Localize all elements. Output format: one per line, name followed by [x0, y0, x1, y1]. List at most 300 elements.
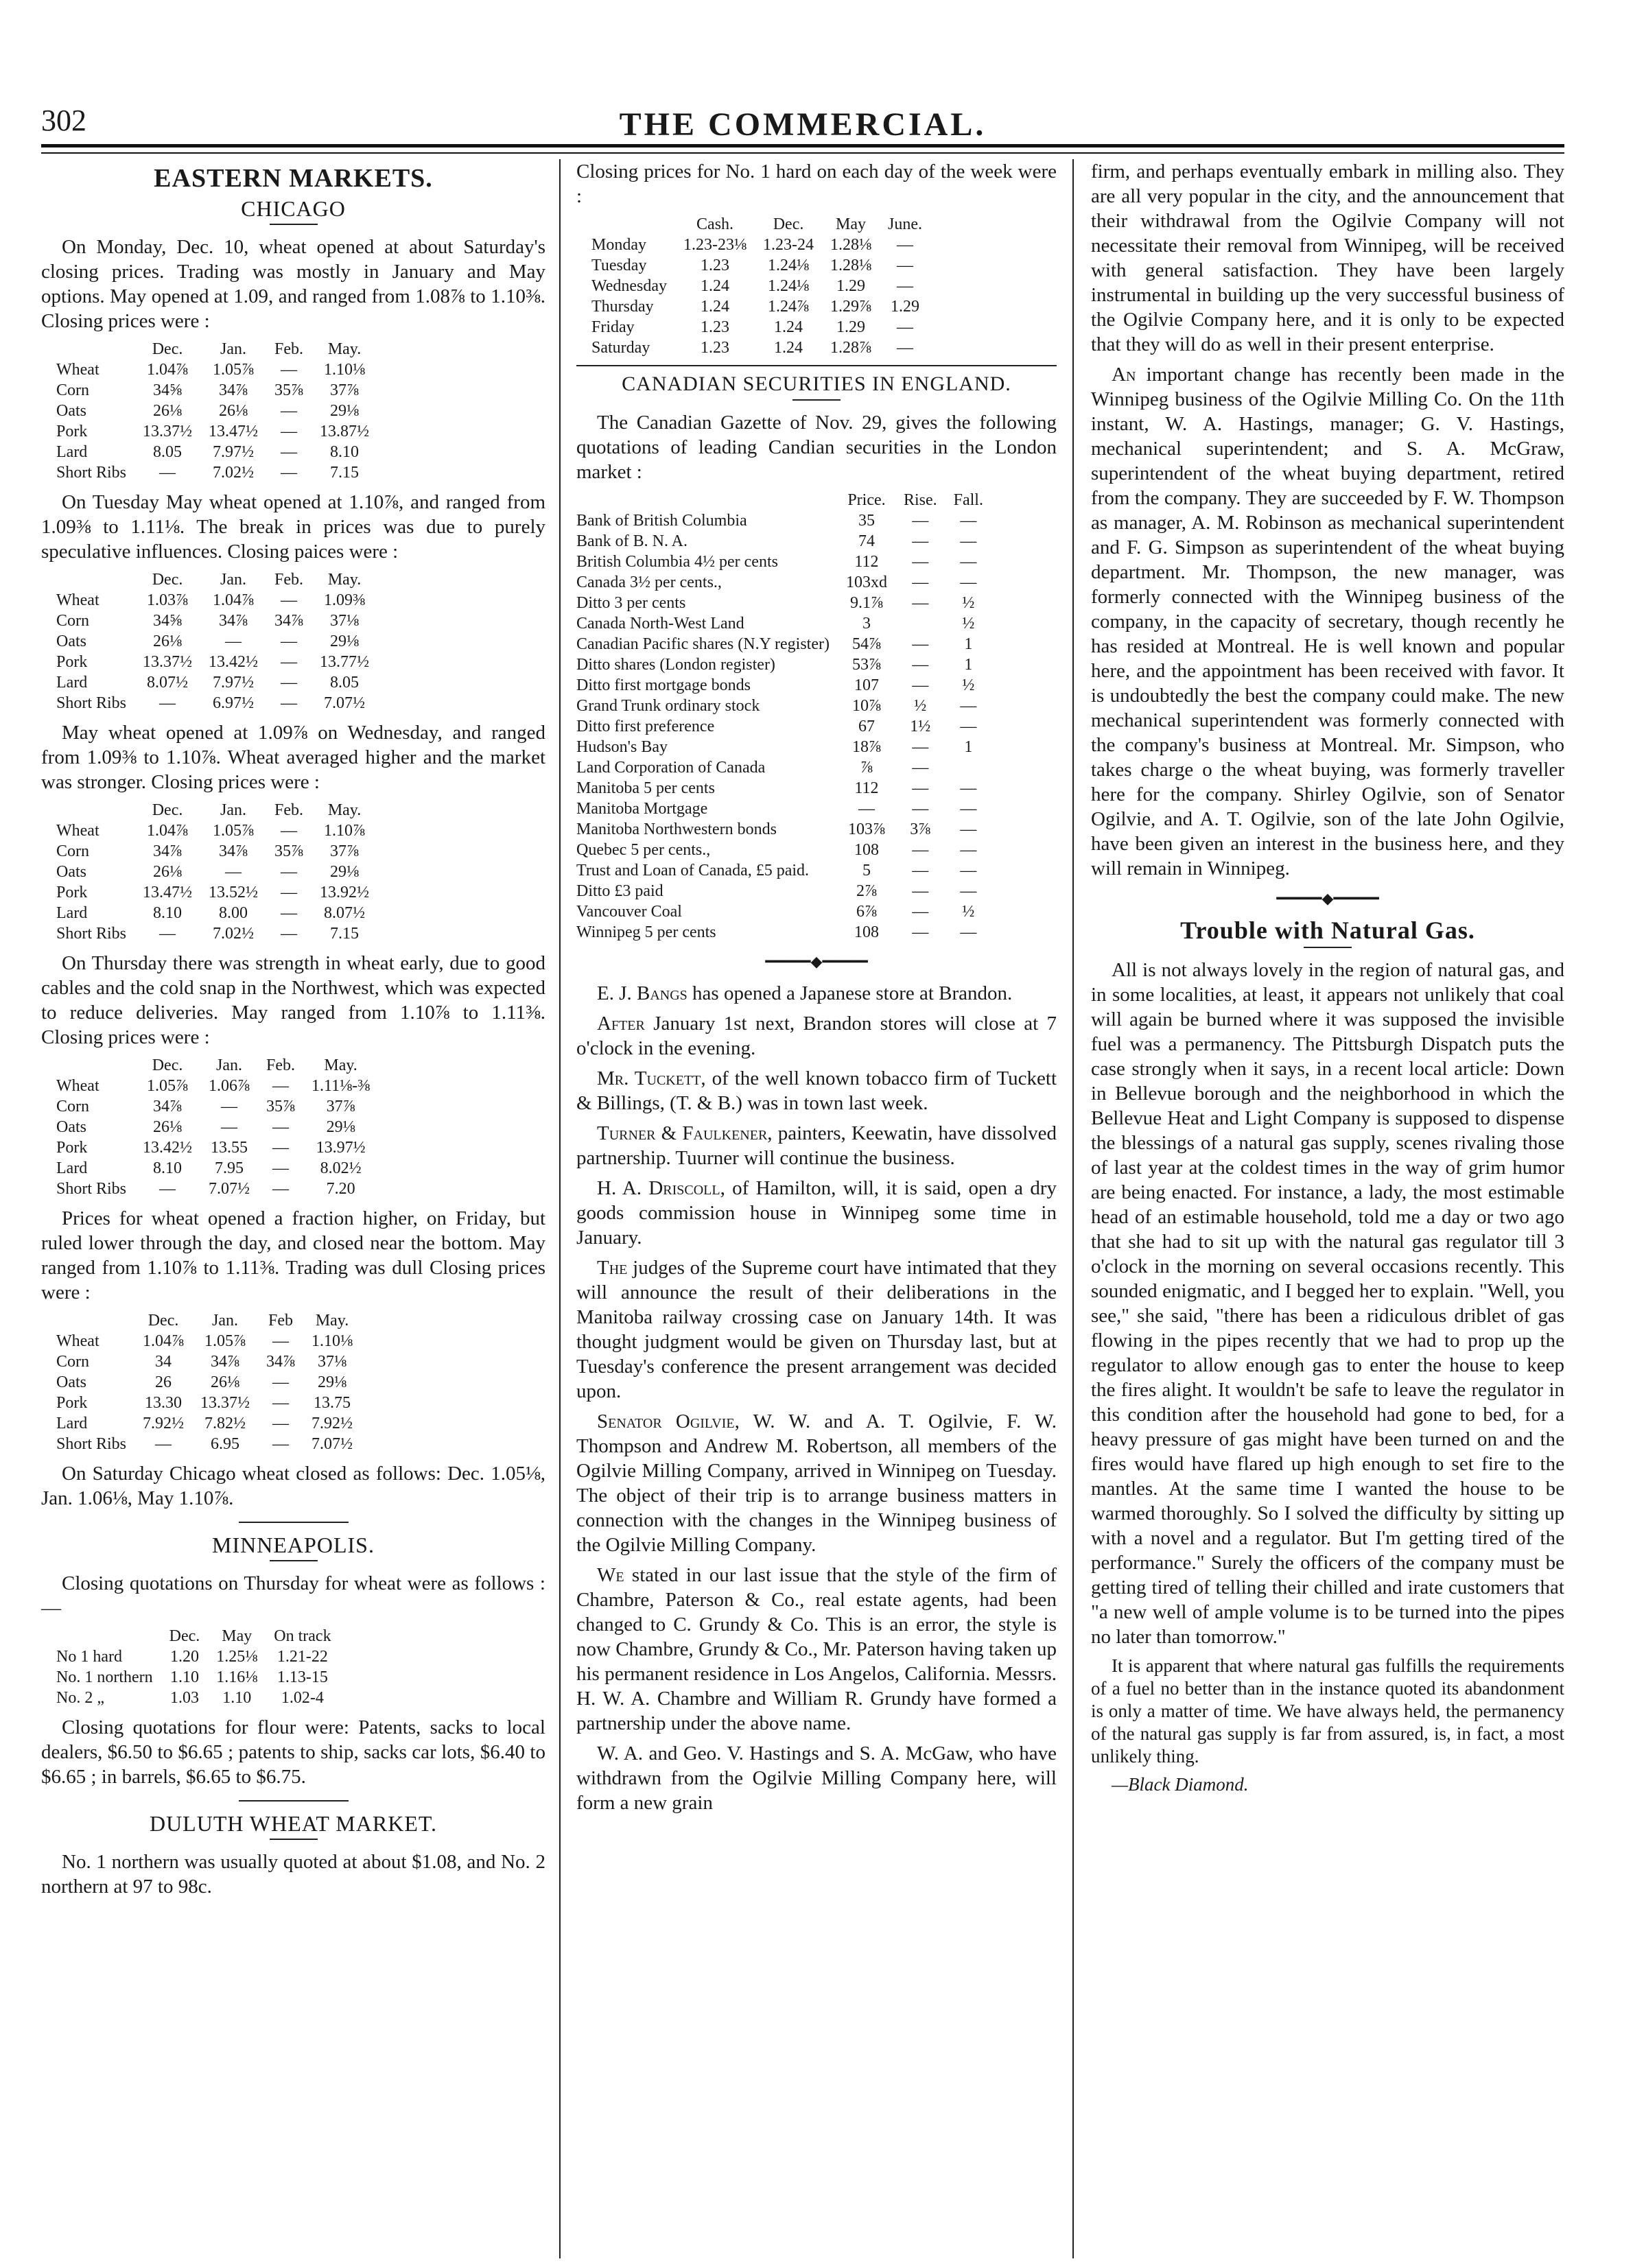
- table-cell: 8.10: [153, 904, 183, 922]
- subsection-heading: CANADIAN SECURITIES IN ENGLAND.: [622, 373, 1011, 395]
- news-text: painters, Keewatin, have dissolved partnership. Tuurner will continue the business.: [576, 1122, 1057, 1169]
- section-rule: [239, 1800, 349, 1802]
- table-cell: 26⅛: [153, 633, 183, 650]
- table-cell: —: [281, 884, 298, 901]
- table-cell: 1: [964, 656, 973, 674]
- table-header-row: [56, 339, 377, 359]
- table-cell: 26⅛: [211, 1373, 240, 1391]
- table-cell: 1.16⅛: [216, 1668, 258, 1686]
- column-header: [56, 1055, 134, 1076]
- row-label: Short Ribs: [56, 464, 127, 482]
- table-cell: ½: [962, 676, 975, 694]
- table-cell: 1.03: [169, 1689, 199, 1707]
- table-cell: 13.30: [145, 1394, 183, 1412]
- table-cell: —: [912, 882, 929, 900]
- table-row: [56, 672, 377, 693]
- table-cell: 8.05: [153, 443, 183, 461]
- table-row: [576, 757, 991, 778]
- paragraph: It is apparent that where natural gas fulfills the requirements of a fuel no better than in the instance quoted its abandonment is only a matter of time. We have always held, the permanency of the natural gas supply is far from assured, is, in fact, a most unlikely thing.: [1091, 1655, 1564, 1767]
- table-cell: —: [159, 694, 176, 712]
- table-cell: 37⅞: [330, 842, 360, 860]
- table-row: [576, 531, 991, 552]
- news-item: [576, 1255, 1057, 1404]
- table-cell: 26: [155, 1373, 172, 1391]
- table-cell: —: [960, 532, 977, 550]
- table-cell: 7.97½: [213, 443, 255, 461]
- row-label: Quebec 5 per cents.,: [576, 841, 711, 859]
- table-cell: 108: [854, 923, 879, 941]
- table-cell: 29⅛: [330, 402, 360, 420]
- row-label: Corn: [56, 612, 89, 630]
- table-row: [56, 1688, 340, 1708]
- column-header: Feb.: [274, 340, 304, 358]
- table-row: [576, 799, 991, 819]
- row-label: Lard: [56, 443, 88, 461]
- table-cell: 1.10⅛: [312, 1332, 353, 1350]
- paragraph: [1091, 362, 1564, 881]
- news-items: [576, 981, 1057, 1815]
- table-cell: 1.24: [701, 277, 730, 295]
- table-cell: 34⅞: [266, 1353, 296, 1371]
- table-cell: 1.24: [701, 298, 730, 316]
- lead-word: An: [1112, 364, 1136, 386]
- table-cell: 1: [964, 635, 973, 653]
- column-header: [56, 339, 134, 359]
- table-cell: 7.07½: [312, 1435, 353, 1453]
- column-header: May: [222, 1627, 252, 1645]
- row-label: No 1 hard: [56, 1648, 122, 1666]
- table-row: [56, 1331, 361, 1351]
- table-cell: —: [281, 674, 298, 692]
- table-row: [576, 881, 991, 901]
- table-row: [56, 359, 377, 380]
- table-cell: 1.10⅛: [324, 361, 366, 379]
- price-table: [56, 339, 377, 483]
- table-cell: —: [272, 1139, 290, 1157]
- table-cell: 1.29⅞: [830, 298, 872, 316]
- table-cell: —: [912, 800, 929, 818]
- table-cell: —: [897, 318, 914, 336]
- table-row: [576, 716, 991, 737]
- section-rule: [576, 365, 1057, 366]
- paragraph: firm, and perhaps eventually embark in milling also. They are all very popular in the city, and the announcement that their withdrawal from the Ogilvie Company will not necessitate their removal from Winnipeg, will be received with general satisfaction. They have been largely instrumental in building up the very successful business of the Ogilvie Company here, and it is only to be expected that they will do as well in their present enterprise.: [1091, 161, 1564, 355]
- table-cell: 29⅛: [318, 1373, 347, 1391]
- table-cell: 1.28⅛: [830, 257, 872, 274]
- table-cell: 1.02-4: [281, 1689, 324, 1707]
- table-cell: 1.24⅞: [768, 298, 810, 316]
- table-row: [56, 1434, 361, 1454]
- row-label: Lard: [56, 904, 88, 922]
- row-label: Grand Trunk ordinary stock: [576, 697, 760, 715]
- table-cell: 34: [155, 1353, 172, 1371]
- column-header: Feb.: [274, 571, 304, 589]
- column-header: Jan.: [220, 801, 247, 819]
- news-item: [576, 1741, 1057, 1815]
- heading-rule: [270, 1839, 318, 1840]
- news-text: of Hamilton, will, it is said, open a dry goods commission house in Winnipeg some time in January.: [576, 1177, 1057, 1249]
- column-header: May: [836, 215, 867, 233]
- table-cell: 7.82½: [204, 1415, 246, 1432]
- table-cell: 1.03⅞: [147, 591, 189, 609]
- table-cell: 37⅞: [326, 1098, 355, 1115]
- table-cell: —: [272, 1159, 290, 1177]
- table-cell: —: [281, 863, 298, 881]
- table-cell: —: [960, 512, 977, 530]
- row-label: Short Ribs: [56, 925, 127, 943]
- table-cell: 1.05⅞: [204, 1332, 246, 1350]
- table-cell: [945, 757, 991, 778]
- table-cell: —: [897, 257, 914, 274]
- price-table: [591, 214, 930, 358]
- row-label: Ditto 3 per cents: [576, 594, 686, 612]
- table-row: [591, 276, 930, 296]
- table-cell: 1.29: [891, 298, 920, 316]
- table-cell: —: [960, 800, 977, 818]
- table-cell: 35⅞: [266, 1098, 296, 1115]
- table-cell: —: [897, 236, 914, 254]
- securities-table: [576, 490, 991, 943]
- table-cell: —: [912, 779, 929, 797]
- news-text: and Geo. V. Hastings and S. A. McGaw, who have withdrawn from the Ogilvie Milling Company here, will form a new grain: [576, 1743, 1057, 1814]
- table-cell: 74: [858, 532, 875, 550]
- column-header: [56, 1310, 134, 1331]
- table-cell: ½: [962, 903, 975, 921]
- table-cell: 7.07½: [324, 694, 366, 712]
- column-header: Jan.: [212, 1312, 239, 1330]
- table-cell: 7.95: [215, 1159, 244, 1177]
- table-cell: 8.02½: [320, 1159, 362, 1177]
- subsection-heading: CHICAGO: [241, 196, 346, 221]
- column-header: Dec.: [152, 801, 183, 819]
- row-label: Winnipeg 5 per cents: [576, 923, 716, 941]
- row-label: Oats: [56, 633, 86, 650]
- table-cell: 53⅞: [851, 656, 881, 674]
- column-header: Price.: [847, 491, 886, 509]
- row-label: Ditto £3 paid: [576, 882, 663, 900]
- table-cell: —: [221, 1118, 238, 1136]
- table-cell: 26⅛: [153, 1118, 183, 1136]
- table-row: [56, 1179, 378, 1199]
- table-cell: 10⅞: [851, 697, 881, 715]
- table-cell: 7.07½: [209, 1180, 250, 1198]
- table-row: [56, 1158, 378, 1179]
- table-cell: 1½: [910, 718, 931, 735]
- table-cell: —: [281, 423, 298, 440]
- table-cell: 1.23-24: [763, 236, 814, 254]
- page-number: 302: [41, 104, 86, 137]
- table-cell: 1.24: [774, 318, 803, 336]
- row-label: Pork: [56, 423, 88, 440]
- subsection-heading: MINNEAPOLIS.: [212, 1533, 375, 1557]
- table-cell: 5: [862, 862, 871, 879]
- table-row: [576, 634, 991, 654]
- table-cell: —: [912, 574, 929, 591]
- price-table: [56, 1310, 361, 1454]
- table-cell: —: [960, 718, 977, 735]
- column-header: May.: [327, 340, 362, 358]
- table-cell: 1.24⅛: [768, 277, 810, 295]
- table-cell: ⅞: [860, 759, 873, 777]
- paragraph-text: important change has recently been made in the Winnipeg business of the Ogilvie Milling Co. On the 11th instant, W. A. Hastings, manager; G. V. Hastings, mechanical superintendent; and S. A. McGraw, superintendent of the wheat buying department, retired from the company. They are succeeded by F. W. Thompson as manager, A. M. Robinson as mechanical superintendent and F. G. Simpson as superintendent of the wheat buying department. Mr. Thompson, the new manager, was formerly connected with the Winnipeg business of the company, in the capacity of secretary, though recently he has resided at Montreal. He is well known and popular here, and the appointment has been received with favor. It is undoubtedly the best the company could make. The new mechanical superintendent was formerly connected with the company's business at Montreal. Mr. Simpson, who takes charge o the wheat buying, was formerly traveller here for the company. Shirley Ogilvie, son of Senator Ogilvie, and A. T. Ogilvie, son of the late John Ogilvie, have been given an interest in the business here, and they will remain in Winnipeg.: [1091, 364, 1564, 879]
- news-item: [576, 1121, 1057, 1170]
- row-label: Canadian Pacific shares (N.Y register): [576, 635, 830, 653]
- table-row: [591, 255, 930, 276]
- table-row: [576, 778, 991, 799]
- table-cell: 1.23: [701, 257, 730, 274]
- table-cell: —: [272, 1077, 290, 1095]
- table-cell: 29⅛: [330, 633, 360, 650]
- news-item: [576, 1066, 1057, 1115]
- table-cell: 112: [854, 553, 879, 571]
- table-row: [576, 675, 991, 696]
- table-cell: ½: [962, 615, 975, 633]
- table-cell: —: [281, 694, 298, 712]
- table-cell: —: [912, 738, 929, 756]
- table-cell: 35⅞: [274, 381, 304, 399]
- table-cell: 112: [854, 779, 879, 797]
- table-cell: 1.24: [774, 339, 803, 357]
- column-header: Jan.: [216, 1056, 243, 1074]
- table-cell: —: [912, 532, 929, 550]
- table-cell: —: [960, 779, 977, 797]
- row-label: Wheat: [56, 591, 99, 609]
- table-cell: —: [960, 820, 977, 838]
- row-label: Corn: [56, 842, 89, 860]
- table-cell: —: [281, 591, 298, 609]
- table-cell: 1.09⅜: [324, 591, 366, 609]
- table-row: [591, 317, 930, 338]
- table-cell: 1.10: [222, 1689, 252, 1707]
- table-row: [591, 296, 930, 317]
- table-row: [56, 693, 377, 713]
- table-row: [576, 593, 991, 613]
- table-cell: —: [912, 841, 929, 859]
- table-row: [56, 380, 377, 401]
- price-table: [56, 1626, 340, 1708]
- table-cell: 1.24⅛: [768, 257, 810, 274]
- column-header: May.: [327, 571, 362, 589]
- paragraph: The Canadian Gazette of Nov. 29, gives the following quotations of leading Candian securities in the London market :: [576, 412, 1057, 483]
- table-cell: —: [912, 656, 929, 674]
- table-row: [56, 903, 377, 923]
- table-row: [576, 572, 991, 593]
- row-label: Bank of British Columbia: [576, 512, 747, 530]
- masthead: [41, 103, 1564, 144]
- column-header: Feb.: [266, 1056, 296, 1074]
- row-label: Pork: [56, 884, 88, 901]
- table-cell: 34⅞: [219, 612, 248, 630]
- table-cell: —: [225, 863, 242, 881]
- table-cell: [895, 613, 945, 634]
- lead-word: We: [597, 1564, 624, 1586]
- table-cell: 6.95: [211, 1435, 240, 1453]
- table-cell: 3⅞: [910, 820, 931, 838]
- section-heading: Trouble with Natural Gas.: [1180, 917, 1475, 944]
- table-cell: 13.42½: [209, 653, 259, 671]
- table-cell: 13.47½: [143, 884, 193, 901]
- table-cell: 34⅞: [219, 842, 248, 860]
- table-cell: 67: [858, 718, 875, 735]
- table-row: [56, 401, 377, 421]
- news-text: judges of the Supreme court have intimated that they will announce the result of their deliberations in the Manitoba railway crossing case on January 14th. It was thought judgment would be given on Thursday last, but at Tuesday's conference the present arrangement was decided upon.: [576, 1257, 1057, 1402]
- column-header: May.: [315, 1312, 349, 1330]
- table-cell: 13.52½: [209, 884, 259, 901]
- lead-word: W. A.: [597, 1743, 644, 1764]
- lead-word: Turner & Faulkener,: [597, 1122, 773, 1144]
- table-row: [576, 819, 991, 840]
- table-cell: —: [272, 1394, 290, 1412]
- table-cell: —: [272, 1118, 290, 1136]
- paragraph: All is not always lovely in the region of natural gas, and in some localities, at least, it appears not unlikely that coal will again be burned where it was supposed the invisible fuel was a permanency. The Pittsburgh Dispatch puts the case strongly when it says, in a recent local article: Down in Bellevue borough and the neighborhood in which the Bellevue Heat and Light Company is supposed to dispense the blessings of a natural gas supply, scenes rivaling those of last year at the coldest times in the way of grim humor are being enacted. For instance, a lady, the most estimable head of an estimable household, told me a day or two ago that she had to sit up with the natural gas regulator till 3 o'clock in the morning on several occasions recently. This sounded enigmatic, and I begged her to explain. "Well, you see," she said, "there has been a ridiculous driblet of gas flowing in the pipes recently that we had to prop up the regulator to allow enough gas to enter the house to keep the fires alight. It wouldn't be safe to leave the regulator in this condition after the household had gone to bed, for a heavy pressure of gas might have been turned on and the fires would have flared up high enough to set fire to the mantles. At the same time I wanted the house to be warmed thoroughly. So I solved the difficulty by sitting up with a novel and a regulator. But I'm getting tired of the performance." Surely the officers of the company must be getting tired of telling their chilled and irate customers that "a new well of ample volume is to be turned into the pipes no later than tomorrow.": [1091, 959, 1564, 1648]
- news-text: has opened a Japanese store at Brandon.: [687, 982, 1013, 1004]
- row-label: Pork: [56, 1394, 88, 1412]
- table-row: [56, 1096, 378, 1117]
- row-label: Wednesday: [591, 277, 668, 295]
- heading-rule: [792, 399, 841, 401]
- table-cell: 7.20: [326, 1180, 355, 1198]
- table-cell: 37⅞: [330, 381, 360, 399]
- table-row: [56, 882, 377, 903]
- row-label: Canada 3½ per cents.,: [576, 574, 722, 591]
- paragraph: May wheat opened at 1.09⅞ on Wednesday, and ranged from 1.09⅜ to 1.10⅞. Wheat averaged higher and the market was stronger. Closing prices were :: [41, 722, 545, 793]
- table-cell: —: [272, 1332, 290, 1350]
- table-cell: 1.23: [701, 339, 730, 357]
- table-row: [56, 590, 377, 611]
- paragraph: On Thursday there was strength in wheat early, due to good cables and the cold snap in the Northwest, which was expected to reduce deliveries. May ranged from 1.10⅞ to 1.11⅜. Closing prices were :: [41, 952, 545, 1048]
- signature: —Black Diamond.: [1112, 1774, 1249, 1795]
- row-label: Manitoba 5 per cents: [576, 779, 715, 797]
- table-row: [576, 922, 991, 943]
- column-header: May.: [327, 801, 362, 819]
- table-cell: 29⅛: [330, 863, 360, 881]
- table-row: [56, 820, 377, 841]
- table-row: [56, 1393, 361, 1413]
- row-label: Pork: [56, 653, 88, 671]
- column-header: Dec.: [152, 340, 183, 358]
- header-rule: [41, 144, 1564, 147]
- row-label: Wheat: [56, 1332, 99, 1350]
- row-label: Oats: [56, 402, 86, 420]
- row-label: Oats: [56, 1373, 86, 1391]
- row-label: Lard: [56, 1159, 88, 1177]
- paragraph: Closing quotations for flour were: Patents, sacks to local dealers, $6.50 to $6.65 ; patents to ship, sacks car lots, $6.40 to $6.65 ; in barrels, $6.65 to $6.75.: [41, 1716, 545, 1788]
- table-cell: 1.28⅛: [830, 236, 872, 254]
- row-label: Wheat: [56, 361, 99, 379]
- table-cell: 18⅞: [851, 738, 881, 756]
- table-cell: 1.25⅛: [216, 1648, 258, 1666]
- table-cell: —: [897, 277, 914, 295]
- table-cell: 1.23: [701, 318, 730, 336]
- table-cell: 13.42½: [143, 1139, 193, 1157]
- table-cell: 35: [858, 512, 875, 530]
- news-item: [576, 1176, 1057, 1250]
- table-cell: 1.28⅞: [830, 339, 872, 357]
- table-cell: 13.87½: [320, 423, 370, 440]
- table-cell: —: [281, 402, 298, 420]
- table-cell: 7.02½: [213, 925, 255, 943]
- column-2: [576, 159, 1057, 1821]
- table-cell: 34⅞: [211, 1353, 240, 1371]
- table-cell: 7.92½: [312, 1415, 353, 1432]
- table-cell: —: [912, 635, 929, 653]
- paragraph: On Tuesday May wheat opened at 1.10⅞, and ranged from 1.09⅜ to 1.11⅛. The break in prices was due to purely speculative influences. Closing paices were :: [41, 491, 545, 563]
- table-cell: 8.07½: [147, 674, 189, 692]
- table-cell: 1: [964, 738, 973, 756]
- table-cell: 34⅞: [274, 612, 304, 630]
- column-header: Jan.: [220, 340, 247, 358]
- table-cell: —: [159, 1180, 176, 1198]
- table-cell: 13.37½: [143, 653, 193, 671]
- table-cell: 103⅞: [847, 820, 885, 838]
- row-label: Wheat: [56, 822, 99, 840]
- table-row: [56, 631, 377, 652]
- column-header: Dec.: [773, 215, 804, 233]
- news-text: January 1st next, Brandon stores will close at 7 o'clock in the evening.: [576, 1013, 1057, 1059]
- table-cell: —: [960, 841, 977, 859]
- table-cell: —: [272, 1180, 290, 1198]
- table-cell: 26⅛: [153, 863, 183, 881]
- row-label: Monday: [591, 236, 646, 254]
- table-row: [56, 462, 377, 483]
- table-cell: 1.29: [836, 318, 866, 336]
- row-label: Lard: [56, 674, 88, 692]
- table-cell: 6.97½: [213, 694, 255, 712]
- table-cell: 1.05⅞: [213, 361, 255, 379]
- table-cell: —: [912, 594, 929, 612]
- table-cell: —: [912, 759, 929, 777]
- column-header: Dec.: [148, 1312, 179, 1330]
- table-cell: —: [960, 882, 977, 900]
- news-text: of the well known tobacco firm of Tuckett & Billings, (T. & B.) was in town last week.: [576, 1067, 1057, 1114]
- column-header: [591, 214, 675, 235]
- table-cell: 26⅛: [153, 402, 183, 420]
- table-cell: 1.04⅞: [213, 591, 255, 609]
- lead-word: Senator Ogilvie,: [597, 1410, 740, 1432]
- table-cell: 107: [854, 676, 879, 694]
- table-cell: 37⅛: [318, 1353, 347, 1371]
- table-row: [591, 338, 930, 358]
- table-cell: —: [912, 512, 929, 530]
- table-header-row: [56, 569, 377, 590]
- table-header-row: [56, 1626, 340, 1646]
- table-cell: —: [912, 923, 929, 941]
- table-row: [576, 613, 991, 634]
- table-cell: 8.00: [219, 904, 248, 922]
- row-label: Oats: [56, 1118, 86, 1136]
- paragraph: Closing prices for No. 1 hard on each day of the week were :: [576, 161, 1057, 207]
- news-text: stated in our last issue that the style of the firm of Chambre, Paterson & Co., real estate agents, had been changed to C. Grundy & Co. This is an error, the style is now Chambre, Grundy & Co., Mr. Paterson having taken up his permanent residence in Los Angelos, California. Messrs. H. W. A. Chambre and William R. Grundy have formed a partnership under the above name.: [576, 1564, 1057, 1734]
- table-cell: 26⅛: [219, 402, 248, 420]
- row-label: Manitoba Northwestern bonds: [576, 820, 777, 838]
- column-header: [56, 800, 134, 820]
- table-cell: 13.37½: [143, 423, 193, 440]
- row-label: Wheat: [56, 1077, 99, 1095]
- table-header-row: [576, 490, 991, 510]
- row-label: Trust and Loan of Canada, £5 paid.: [576, 862, 810, 879]
- header-rule-thin: [41, 152, 1564, 154]
- table-cell: —: [960, 923, 977, 941]
- table-cell: 7.15: [330, 925, 360, 943]
- column-header: Rise.: [903, 491, 937, 509]
- table-row: [56, 442, 377, 462]
- column-header: [576, 490, 838, 510]
- table-row: [56, 1076, 378, 1096]
- table-cell: 34⅞: [153, 842, 183, 860]
- table-cell: 1.21-22: [277, 1648, 328, 1666]
- table-row: [56, 611, 377, 631]
- heading-rule: [270, 224, 318, 225]
- table-cell: —: [281, 633, 298, 650]
